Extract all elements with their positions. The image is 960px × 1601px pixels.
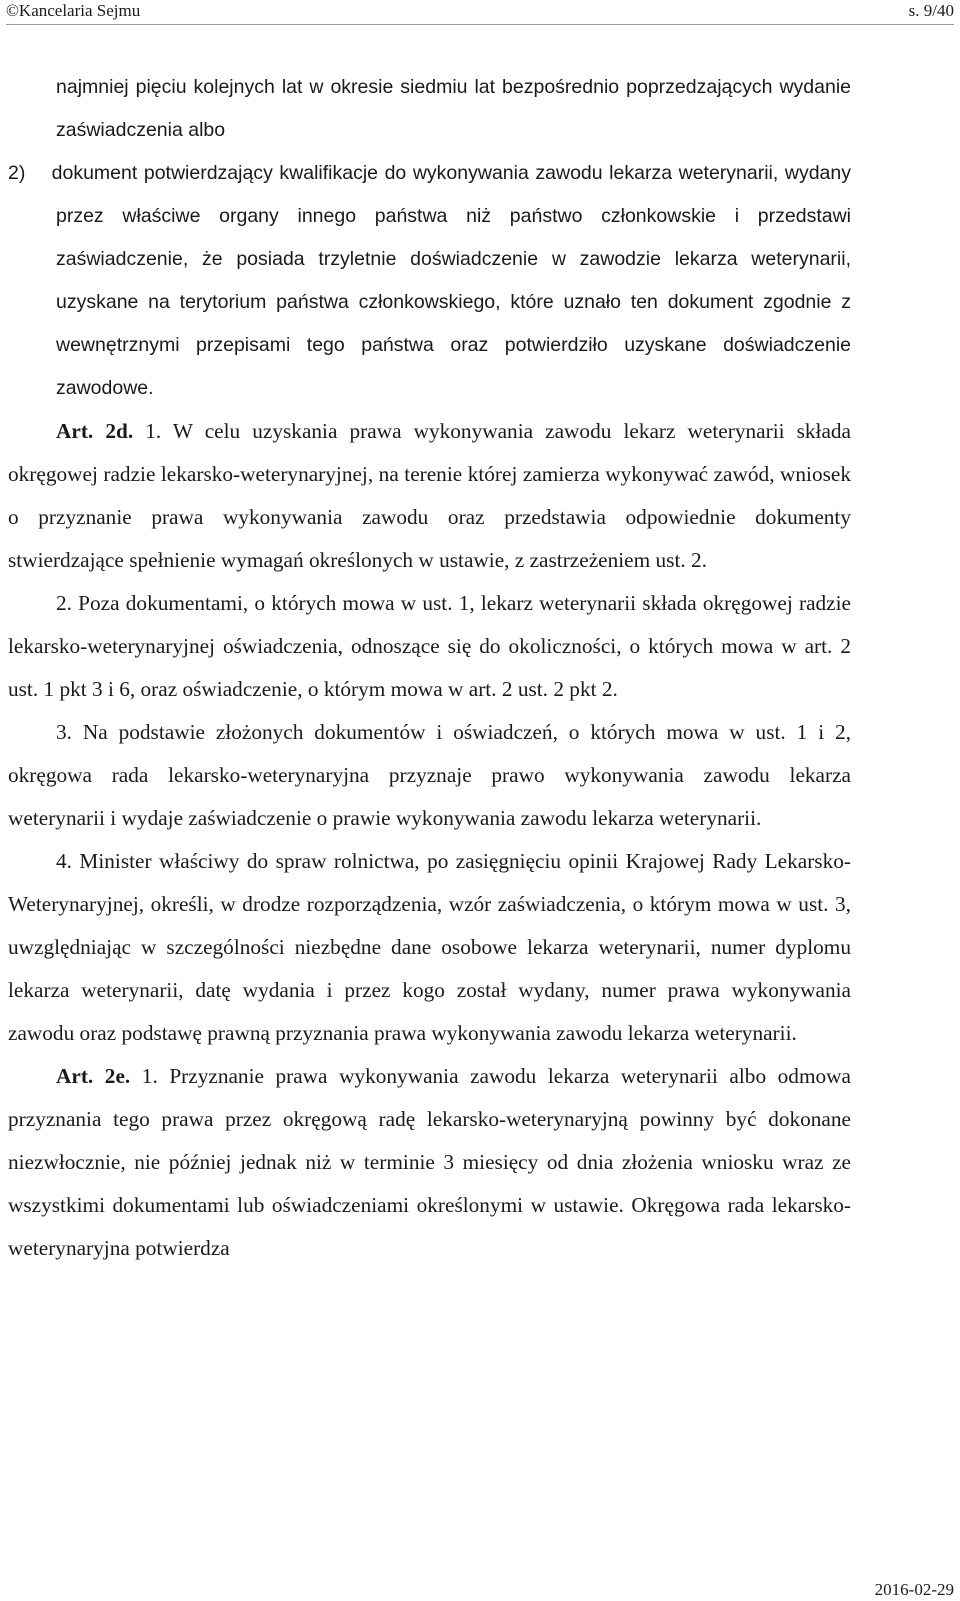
article-2d-p1-text: 1. W celu uzyskania prawa wykonywania zawodu lekarz weterynarii składa okręgowej radzie lekarsko-weterynaryjnej, na terenie której zamierza wykonywać zawód, wniosek o przyznanie prawa wykonywania zawodu oraz przedstawia odpowiednie dokumenty stwierdzające spełnienie wymagań określonych w ustawie, z zastrzeżeniem ust. 2. [8,419,852,572]
article-2d-paragraph-2: 2. Poza dokumentami, o których mowa w ust. 1, lekarz weterynarii składa okręgowej radzie lekarsko-weterynaryjnej oświadczenia, odnoszące się do okoliczności, o których mowa w art. 2 ust. 1 pkt 3 i 6, oraz oświadczenie, o którym mowa w art. 2 ust. 2 pkt 2. [8,591,851,701]
document-body [8,66,851,1270]
list-item-number: 2) [8,162,26,184]
list-item-2 [8,152,851,410]
article-2e-p1-text: 1. Przyznanie prawa wykonywania zawodu lekarza weterynarii albo odmowa przyznania tego prawa przez okręgową radę lekarsko-weterynaryjną powinny być dokonane niezwłocznie, nie później jednak niż w terminie 3 miesięcy od dnia złożenia wniosku wraz ze wszystkimi dokumentami lub oświadczeniami określonymi w ustawie. Okręgowa rada lekarsko-weterynaryjna potwierdza [8,1064,851,1260]
footer-date: 2016-02-29 [874,1580,954,1599]
article-2d-paragraph-3: 3. Na podstawie złożonych dokumentów i oświadczeń, o których mowa w ust. 1 i 2, okręgowa rada lekarsko-weterynaryjna przyznaje prawo wykonywania zawodu lekarza weterynarii i wydaje zaświadczenie o prawie wykonywania zawodu lekarza weterynarii. [8,720,851,830]
article-2d-paragraph-4: 4. Minister właściwy do spraw rolnictwa, po zasięgnięciu opinii Krajowej Rady Lekarsko-Weterynaryjnej, określi, w drodze rozporządzenia, wzór zaświadczenia, o którym mowa w ust. 3, uwzględniając w szczególności niezbędne dane osobowe lekarza weterynarii, numer dyplomu lekarza weterynarii, datę wydania i przez kogo został wydany, numer prawa wykonywania zawodu oraz podstawę prawną przyznania prawa wykonywania zawodu lekarza weterynarii. [8,849,851,1045]
list-item-text: dokument potwierdzający kwalifikacje do wykonywania zawodu lekarza weterynarii, wydany przez właściwe organy innego państwa niż państwo członkowskie i przedstawi zaświadczenie, że posiada trzyletnie doświadczenie w zawodzie lekarza weterynarii, uzyskane na terytorium państwa członkowskiego, które uznało ten dokument zgodnie z wewnętrznymi przepisami tego państwa oraz potwierdziło uzyskane doświadczenie zawodowe. [51,162,852,399]
article-2d-paragraph-1 [8,410,851,582]
article-2e-label: Art. 2e. [56,1064,131,1088]
header-source: ©Kancelaria Sejmu [6,1,141,20]
page-header [6,0,954,25]
article-2d-label: Art. 2d. [56,419,134,443]
paragraph-continuation: najmniej pięciu kolejnych lat w okresie siedmiu lat bezpośrednio poprzedzających wydanie zaświadczenia albo [56,76,851,141]
article-2e-paragraph-1 [8,1055,851,1270]
header-page-number: s. 9/40 [908,1,954,20]
